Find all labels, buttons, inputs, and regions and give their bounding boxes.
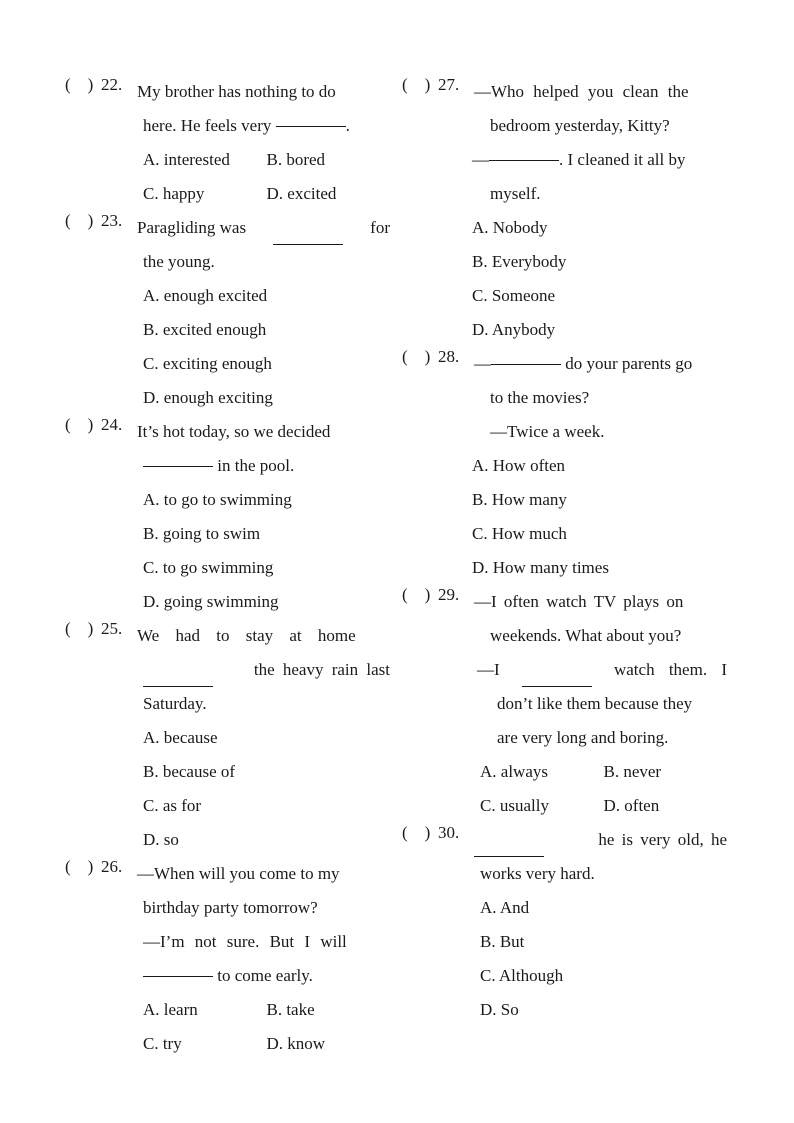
question-number: 26. xyxy=(101,857,123,876)
option-b[interactable]: B. How many xyxy=(472,490,567,509)
question-stem: myself. xyxy=(490,184,541,203)
option-c[interactable]: C. try xyxy=(143,1034,182,1053)
blank-line xyxy=(276,126,346,127)
option-c[interactable]: C. happy xyxy=(143,184,205,203)
question-number: 27. xyxy=(438,75,460,94)
option-a[interactable]: A. Nobody xyxy=(472,218,548,237)
blank-line xyxy=(489,160,559,161)
options xyxy=(480,891,727,1027)
answer-paren[interactable]: ( ) xyxy=(402,585,431,604)
question-stem: — xyxy=(474,354,491,373)
option-b[interactable]: B. But xyxy=(480,932,525,951)
question-stem: . I cleaned it all by xyxy=(559,150,686,169)
option-b[interactable]: B. because of xyxy=(143,762,236,781)
answer-paren[interactable]: ( ) xyxy=(402,823,431,842)
option-d[interactable]: D. How many times xyxy=(472,558,609,577)
question-24 xyxy=(65,415,390,619)
options xyxy=(472,211,727,347)
option-d[interactable]: D. enough exciting xyxy=(143,388,273,407)
blank-line xyxy=(491,364,561,365)
blank-line xyxy=(143,677,213,687)
answer-paren[interactable]: ( ) xyxy=(65,211,94,230)
option-a[interactable]: A. because xyxy=(143,728,218,747)
question-stem: birthday party tomorrow? xyxy=(143,898,318,917)
question-stem: works very hard. xyxy=(480,864,595,883)
blank-line xyxy=(474,847,544,857)
answer-paren[interactable]: ( ) xyxy=(402,347,431,366)
answer-paren[interactable]: ( ) xyxy=(65,75,94,94)
question-22 xyxy=(65,75,390,211)
options xyxy=(143,143,390,211)
blank-line xyxy=(522,677,592,687)
option-b[interactable]: B. never xyxy=(603,762,662,781)
blank-line xyxy=(143,976,213,977)
question-stem: My brother has nothing to do xyxy=(137,82,336,101)
answer-paren[interactable]: ( ) xyxy=(65,415,94,434)
question-stem: bedroom yesterday, Kitty? xyxy=(490,116,670,135)
option-d[interactable]: D. Anybody xyxy=(472,320,556,339)
option-a[interactable]: A. to go to swimming xyxy=(143,490,292,509)
options xyxy=(143,993,390,1061)
answer-paren[interactable]: ( ) xyxy=(65,857,94,876)
right-column xyxy=(402,75,727,1027)
option-c[interactable]: C. to go swimming xyxy=(143,558,274,577)
question-number: 24. xyxy=(101,415,123,434)
answer-paren[interactable]: ( ) xyxy=(65,619,94,638)
answer-paren[interactable]: ( ) xyxy=(402,75,431,94)
option-a[interactable]: A. And xyxy=(480,898,530,917)
option-d[interactable]: D. excited xyxy=(266,184,337,203)
question-stem: . xyxy=(345,116,350,135)
option-c[interactable]: C. exciting enough xyxy=(143,354,272,373)
question-23 xyxy=(65,211,390,415)
option-d[interactable]: D. So xyxy=(480,1000,519,1019)
option-c[interactable]: C. Someone xyxy=(472,286,556,305)
option-c[interactable]: C. Although xyxy=(480,966,564,985)
question-stem: watch them. I xyxy=(613,660,727,679)
option-a[interactable]: A. always xyxy=(480,762,548,781)
question-stem: weekends. What about you? xyxy=(490,626,682,645)
question-stem: the heavy rain last xyxy=(253,660,390,679)
question-stem: It’s hot today, so we decided xyxy=(137,422,331,441)
options xyxy=(480,755,727,823)
question-stem: —When will you come to my xyxy=(137,864,340,883)
options xyxy=(143,279,390,415)
question-stem: —I’m not sure. But I will xyxy=(143,932,347,951)
question-stem: —Who helped you clean the xyxy=(474,82,689,101)
question-29 xyxy=(402,585,727,823)
question-number: 30. xyxy=(438,823,460,842)
option-b[interactable]: B. bored xyxy=(266,150,326,169)
option-a[interactable]: A. interested xyxy=(143,150,230,169)
option-b[interactable]: B. excited enough xyxy=(143,320,267,339)
option-d[interactable]: D. often xyxy=(603,796,660,815)
option-d[interactable]: D. going swimming xyxy=(143,592,279,611)
question-stem: to come early. xyxy=(217,966,313,985)
option-b[interactable]: B. going to swim xyxy=(143,524,261,543)
question-stem: —I often watch TV plays on xyxy=(474,592,684,611)
question-number: 25. xyxy=(101,619,123,638)
option-b[interactable]: B. take xyxy=(266,1000,315,1019)
options xyxy=(143,721,390,857)
question-stem: —Twice a week. xyxy=(490,422,605,441)
question-28 xyxy=(402,347,727,585)
option-d[interactable]: D. so xyxy=(143,830,179,849)
question-25 xyxy=(65,619,390,857)
question-number: 28. xyxy=(438,347,460,366)
option-a[interactable]: A. How often xyxy=(472,456,566,475)
option-b[interactable]: B. Everybody xyxy=(472,252,567,271)
question-stem: Saturday. xyxy=(143,694,207,713)
question-stem: the young. xyxy=(143,252,215,271)
option-a[interactable]: A. learn xyxy=(143,1000,198,1019)
options xyxy=(143,483,390,619)
question-26 xyxy=(65,857,390,1061)
option-d[interactable]: D. know xyxy=(266,1034,326,1053)
question-stem: for xyxy=(370,218,390,237)
question-27 xyxy=(402,75,727,347)
option-a[interactable]: A. enough excited xyxy=(143,286,268,305)
question-stem: Paragliding was xyxy=(137,218,247,237)
options xyxy=(472,449,727,585)
question-stem: here. He feels very xyxy=(143,116,272,135)
question-stem: he is very old, he xyxy=(598,830,727,849)
option-c[interactable]: C. How much xyxy=(472,524,567,543)
option-c[interactable]: C. as for xyxy=(143,796,202,815)
question-stem: are very long and boring. xyxy=(497,728,669,747)
question-stem: in the pool. xyxy=(217,456,295,475)
option-c[interactable]: C. usually xyxy=(480,796,549,815)
question-number: 23. xyxy=(101,211,123,230)
question-stem: — xyxy=(472,150,489,169)
question-stem: to the movies? xyxy=(490,388,590,407)
left-column xyxy=(65,75,390,1061)
question-number: 29. xyxy=(438,585,460,604)
question-stem: —I xyxy=(477,660,500,679)
question-number: 22. xyxy=(101,75,123,94)
blank-line xyxy=(273,235,343,245)
question-stem: don’t like them because they xyxy=(497,694,693,713)
blank-line xyxy=(143,466,213,467)
question-stem: We had to stay at home xyxy=(137,626,356,645)
question-30 xyxy=(402,823,727,1027)
question-stem: do your parents go xyxy=(565,354,693,373)
